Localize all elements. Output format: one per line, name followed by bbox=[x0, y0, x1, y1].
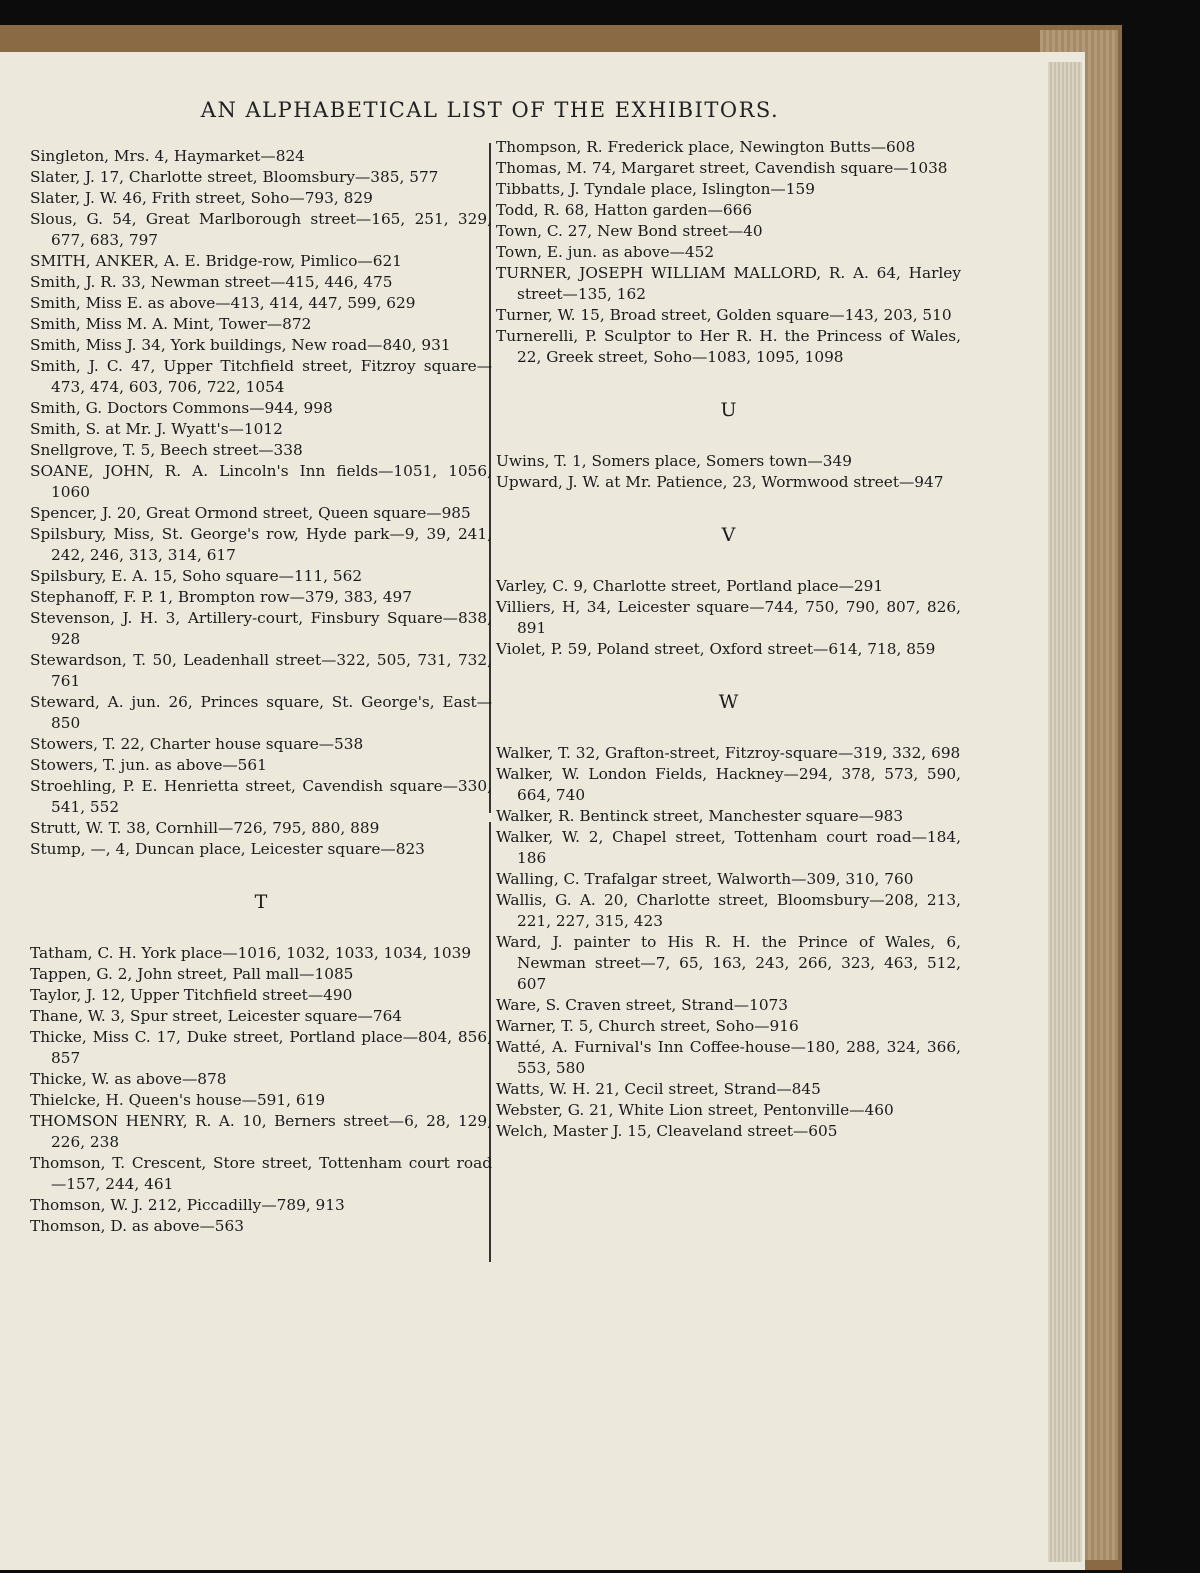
list-entry: Walling, C. Trafalgar street, Walworth—309, 310, 760 bbox=[496, 870, 914, 888]
list-entry: Thomas, M. 74, Margaret street, Cavendish square—1038 bbox=[496, 159, 948, 177]
list-entry: Town, E. jun. as above—452 bbox=[496, 243, 715, 261]
list-entry: Walker, R. Bentinck street, Manchester square—983 bbox=[496, 807, 904, 825]
list-entry: Turnerelli, P. Sculptor to Her R. H. the Princess of Wales, 22, Greek street, Soho—1083, 1095, 1098 bbox=[496, 327, 961, 366]
section-heading-w: W bbox=[718, 691, 739, 713]
list-entry: Ware, S. Craven street, Strand—1073 bbox=[496, 996, 789, 1014]
list-entry: Wallis, G. A. 20, Charlotte street, Bloomsbury—208, 213, 221, 227, 315, 423 bbox=[496, 891, 961, 930]
list-entry: Snellgrove, T. 5, Beech street—338 bbox=[30, 441, 303, 459]
list-entry: Walker, W. London Fields, Hackney—294, 378, 573, 590, 664, 740 bbox=[496, 765, 961, 804]
section-heading-v: V bbox=[721, 524, 736, 546]
list-entry: Town, C. 27, New Bond street—40 bbox=[496, 222, 763, 240]
section-v-list bbox=[496, 576, 961, 660]
list-entry: Turner, W. 15, Broad street, Golden square—143, 203, 510 bbox=[496, 306, 952, 324]
list-entry: Smith, Miss J. 34, York buildings, New road—840, 931 bbox=[30, 336, 451, 354]
list-entry: Varley, C. 9, Charlotte street, Portland place—291 bbox=[496, 577, 884, 595]
list-entry: Stump, —, 4, Duncan place, Leicester square—823 bbox=[30, 840, 425, 858]
section-heading-u: U bbox=[720, 399, 737, 421]
section-u-list bbox=[496, 451, 961, 493]
list-entry: Thielcke, H. Queen's house—591, 619 bbox=[30, 1091, 326, 1109]
list-entry: Ward, J. painter to His R. H. the Prince of Wales, 6, Newman street—7, 65, 163, 243, 266, 323, 463, 512, 607 bbox=[496, 933, 961, 993]
list-entry: Tappen, G. 2, John street, Pall mall—1085 bbox=[30, 965, 354, 983]
list-entry: SMITH, ANKER, A. E. Bridge-row, Pimlico—621 bbox=[30, 252, 402, 270]
list-entry: Violet, P. 59, Poland street, Oxford street—614, 718, 859 bbox=[496, 640, 936, 658]
list-entry: Spilsbury, Miss, St. George's row, Hyde park—9, 39, 241, 242, 246, 313, 314, 617 bbox=[30, 525, 492, 564]
list-entry: Tatham, C. H. York place—1016, 1032, 1033, 1034, 1039 bbox=[30, 944, 472, 962]
list-entry: Walker, T. 32, Grafton-street, Fitzroy-square—319, 332, 698 bbox=[496, 744, 961, 762]
section-s-list bbox=[30, 146, 492, 860]
list-entry: SOANE, JOHN, R. A. Lincoln's Inn fields—1051, 1056, 1060 bbox=[30, 462, 492, 501]
right-column bbox=[496, 137, 961, 1142]
list-entry: Thomson, T. Crescent, Store street, Tottenham court road—157, 244, 461 bbox=[30, 1154, 492, 1193]
list-entry: Stewardson, T. 50, Leadenhall street—322, 505, 731, 732, 761 bbox=[30, 651, 492, 690]
list-entry: Todd, R. 68, Hatton garden—666 bbox=[496, 201, 753, 219]
list-entry: Thomson, D. as above—563 bbox=[30, 1217, 244, 1235]
list-entry: Thane, W. 3, Spur street, Leicester square—764 bbox=[30, 1007, 403, 1025]
list-entry: Stowers, T. jun. as above—561 bbox=[30, 756, 267, 774]
list-entry: Spilsbury, E. A. 15, Soho square—111, 562 bbox=[30, 567, 363, 585]
list-entry: Smith, J. R. 33, Newman street—415, 446, 475 bbox=[30, 273, 393, 291]
list-entry: Slater, J. 17, Charlotte street, Bloomsbury—385, 577 bbox=[30, 168, 439, 186]
list-entry: Thicke, Miss C. 17, Duke street, Portland place—804, 856, 857 bbox=[30, 1028, 492, 1067]
list-entry: Stroehling, P. E. Henrietta street, Cavendish square—330, 541, 552 bbox=[30, 777, 492, 816]
list-entry: Warner, T. 5, Church street, Soho—916 bbox=[496, 1017, 799, 1035]
list-entry: Villiers, H, 34, Leicester square—744, 750, 790, 807, 826, 891 bbox=[496, 598, 961, 637]
list-entry: Smith, G. Doctors Commons—944, 998 bbox=[30, 399, 333, 417]
list-entry: Stephanoff, F. P. 1, Brompton row—379, 383, 497 bbox=[30, 588, 412, 606]
list-entry: Spencer, J. 20, Great Ormond street, Queen square—985 bbox=[30, 504, 471, 522]
list-entry: Stowers, T. 22, Charter house square—538 bbox=[30, 735, 364, 753]
section-w-list bbox=[496, 743, 961, 1142]
list-entry: Walker, W. 2, Chapel street, Tottenham court road—184, 186 bbox=[496, 828, 961, 867]
list-entry: Watts, W. H. 21, Cecil street, Strand—845 bbox=[496, 1080, 821, 1098]
list-entry: Webster, G. 21, White Lion street, Pentonville—460 bbox=[496, 1101, 894, 1119]
list-entry: Thicke, W. as above—878 bbox=[30, 1070, 227, 1088]
list-entry: Smith, J. C. 47, Upper Titchfield street, Fitzroy square—473, 474, 603, 706, 722, 1054 bbox=[30, 357, 492, 396]
list-entry: Stevenson, J. H. 3, Artillery-court, Finsbury Square—838, 928 bbox=[30, 609, 492, 648]
list-entry: TURNER, JOSEPH WILLIAM MALLORD, R. A. 64, Harley street—135, 162 bbox=[496, 264, 961, 303]
page-stack-edge bbox=[1048, 62, 1082, 1562]
list-entry: Uwins, T. 1, Somers place, Somers town—349 bbox=[496, 452, 852, 470]
list-entry: Smith, Miss M. A. Mint, Tower—872 bbox=[30, 315, 312, 333]
list-entry: Strutt, W. T. 38, Cornhill—726, 795, 880, 889 bbox=[30, 819, 380, 837]
list-entry: Tibbatts, J. Tyndale place, Islington—159 bbox=[496, 180, 815, 198]
section-t-list bbox=[30, 943, 492, 1237]
list-entry: Singleton, Mrs. 4, Haymarket—824 bbox=[30, 147, 305, 165]
list-entry: Upward, J. W. at Mr. Patience, 23, Wormwood street—947 bbox=[496, 473, 944, 491]
section-t-continued-list bbox=[496, 137, 961, 368]
list-entry: Welch, Master J. 15, Cleaveland street—605 bbox=[496, 1122, 838, 1140]
left-column bbox=[30, 146, 492, 1237]
list-entry: Steward, A. jun. 26, Princes square, St. George's, East—850 bbox=[30, 693, 492, 732]
list-entry: THOMSON HENRY, R. A. 10, Berners street—6, 28, 129, 226, 238 bbox=[30, 1112, 492, 1151]
list-entry: Watté, A. Furnival's Inn Coffee-house—180, 288, 324, 366, 553, 580 bbox=[496, 1038, 961, 1077]
list-entry: Slous, G. 54, Great Marlborough street—165, 251, 329, 677, 683, 797 bbox=[30, 210, 492, 249]
section-heading-t: T bbox=[254, 891, 268, 913]
page-title: AN ALPHABETICAL LIST OF THE EXHIBITORS. bbox=[200, 98, 780, 122]
list-entry: Taylor, J. 12, Upper Titchfield street—490 bbox=[30, 986, 353, 1004]
list-entry: Slater, J. W. 46, Frith street, Soho—793, 829 bbox=[30, 189, 373, 207]
list-entry: Smith, Miss E. as above—413, 414, 447, 599, 629 bbox=[30, 294, 416, 312]
list-entry: Thomson, W. J. 212, Piccadilly—789, 913 bbox=[30, 1196, 345, 1214]
list-entry: Smith, S. at Mr. J. Wyatt's—1012 bbox=[30, 420, 283, 438]
list-entry: Thompson, R. Frederick place, Newington Butts—608 bbox=[496, 138, 916, 156]
